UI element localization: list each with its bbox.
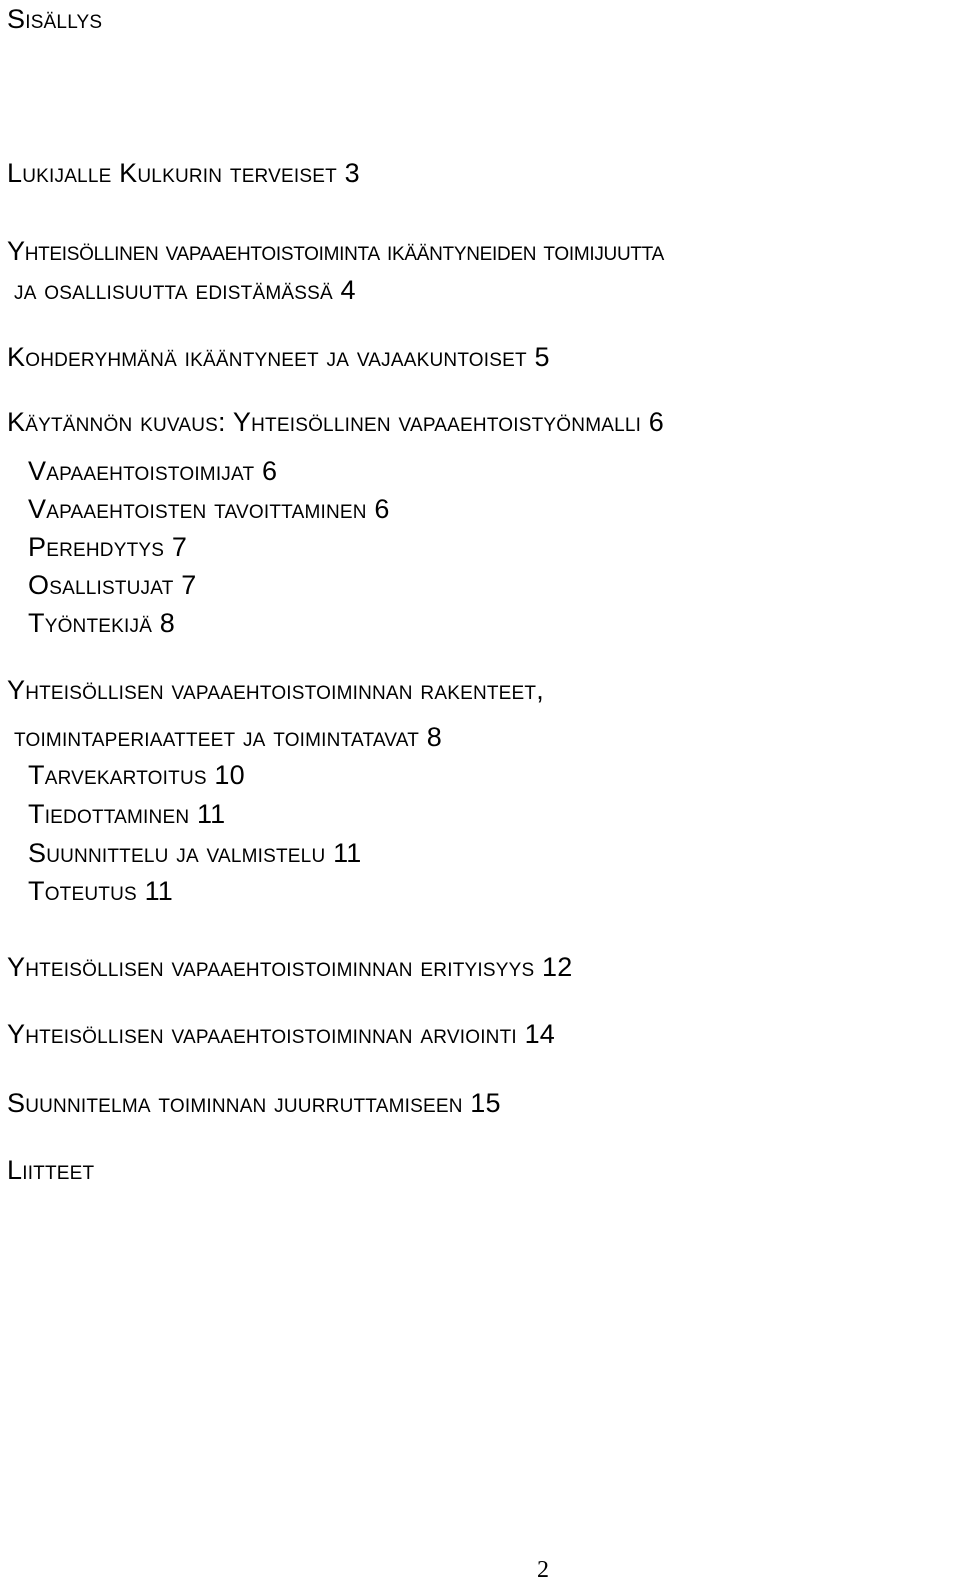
toc-entry-rakenteet-cont: toimintaperiaatteet ja toimintatavat 8 [14,722,442,752]
toc-entry-arviointi: Yhteisöllisen vapaaehtoistoiminnan arviointi 14 [7,1019,556,1049]
toc-entry-tiedottaminen: Tiedottaminen 11 [28,799,226,829]
toc-entry-erityisyys: Yhteisöllisen vapaaehtoistoiminnan erityisyys 12 [7,952,573,982]
toc-entry-rakenteet: Yhteisöllisen vapaaehtoistoiminnan rakenteet, [7,675,544,705]
toc-entry-toteutus: Toteutus 11 [28,876,174,906]
toc-entry-yhteisollinen-vapaaehtoistoiminta: Yhteisöllinen vapaaehtoistoiminta ikääntyneiden toimijuutta [7,236,664,266]
toc-entry-suunnitelma: Suunnitelma toiminnan juurruttamiseen 15 [7,1088,501,1118]
toc-title: Sisällys [7,4,103,34]
toc-entry-vapaaehtoisten-tavoittaminen: Vapaaehtoisten tavoittaminen 6 [28,494,390,524]
toc-entry-osallistujat: Osallistujat 7 [28,570,197,600]
toc-entry-tarvekartoitus: Tarvekartoitus 10 [28,760,245,790]
toc-entry-vapaaehtoistoimijat: Vapaaehtoistoimijat 6 [28,456,278,486]
toc-entry-lukijalle: Lukijalle Kulkurin terveiset 3 [7,158,360,188]
toc-entry-suunnittelu-ja-valmistelu: Suunnittelu ja valmistelu 11 [28,838,362,868]
page-number: 2 [537,1557,549,1583]
toc-entry-perehdytys: Perehdytys 7 [28,532,188,562]
toc-entry-tyontekija: Työntekijä 8 [28,608,175,638]
toc-entry-kaytannon-kuvaus: Käytännön kuvaus: Yhteisöllinen vapaaehtoistyönmalli 6 [7,407,665,437]
toc-entry-liitteet: Liitteet [7,1155,95,1185]
toc-entry-yhteisollinen-vapaaehtoistoiminta-cont: ja osallisuutta edistämässä 4 [14,275,356,305]
toc-entry-kohderyhmana: Kohderyhmänä ikääntyneet ja vajaakuntoiset 5 [7,342,550,372]
